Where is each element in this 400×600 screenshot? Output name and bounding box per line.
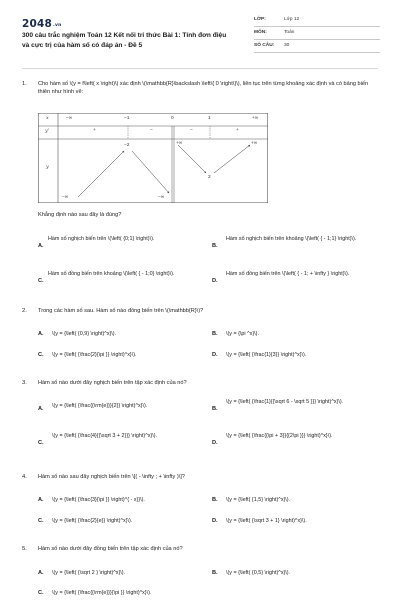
option-c[interactable] [38,352,203,362]
option-text: \(y = {\left( {0,9} \right)^x}\). [52,331,117,337]
option-a[interactable] [38,570,203,580]
question-stem: Hàm số nào dưới đây đồng biến trên tập xác định của nó? [38,546,183,552]
option-c[interactable] [38,518,203,528]
option-letter: C. [38,518,44,524]
option-letter: D. [212,518,218,524]
meta-row-count [254,40,380,53]
option-text: \(y = {\left( {\frac{4}{{\sqrt 3 + 2}}} \right)^x}\). [52,433,158,439]
option-d[interactable] [212,518,380,528]
meta-row-class [254,14,380,27]
option-b[interactable] [212,236,380,258]
question-number: 2. [22,308,27,314]
option-c[interactable] [38,590,203,600]
option-text: \(y = {\left( {\frac{{\rm{e}}}{2}} \right)^x}\). [52,403,148,409]
vt-y-value: −∞ [62,195,69,200]
variation-table [38,113,268,203]
question-4 [22,474,378,484]
question-number: 5. [22,546,27,552]
option-d[interactable] [212,271,380,293]
option-letter: C. [38,590,44,596]
meta-label: LỚP: [254,16,266,22]
question-number: 3. [22,380,27,386]
option-letter: B. [212,570,218,576]
option-a[interactable] [38,236,203,258]
option-letter: A. [38,331,44,337]
vt-sign: + [236,128,239,133]
option-letter: A. [38,497,44,503]
question-stem: Cho hàm số \(y = f\left( x \right)\) xác định \(\mathbb{R}\backslash \left\{ 0 \right\}\), liên tục trên từng khoảng xác định và có bảng biến thiên như hình vẽ: [38,81,369,95]
option-text: \(y = {\pi ^x}\). [226,331,259,337]
option-d[interactable] [212,352,380,362]
option-letter: B. [212,243,218,250]
question-stem: Hàm số nào sau đây nghịch biến trên \[( - \infty ; + \infty )\]? [38,474,185,480]
meta-box [254,14,380,53]
vt-y-value: +∞ [251,141,258,146]
header-divider [22,68,378,69]
option-letter: B. [212,497,218,503]
vt-x-value: 1 [208,116,211,121]
option-d[interactable] [212,433,380,455]
vt-row-label-y: y [46,165,49,170]
meta-value: 30 [284,42,290,48]
question-number: 4. [22,474,27,480]
option-text: Hàm số nghịch biến trên khoảng \(\left( { - 1;1} \right)\). [226,236,357,242]
option-a[interactable] [38,331,203,341]
option-b[interactable] [212,331,380,341]
vt-x-value: +∞ [252,116,259,121]
option-letter: A. [38,243,44,250]
option-c[interactable] [38,271,203,293]
logo-suffix: .vn [53,23,62,28]
option-letter: D. [212,352,218,358]
vt-y-value: 2 [208,175,211,180]
option-b[interactable] [212,570,380,580]
option-letter: C. [38,352,44,358]
option-letter: D. [212,440,218,447]
option-text: \(y = {\left( {\frac{1}{{\sqrt 6 - \sqrt 5 }}} \right)^x}\). [226,399,344,405]
option-c[interactable] [38,433,203,455]
question-5 [22,546,378,556]
meta-row-subject [254,27,380,40]
option-b[interactable] [212,497,380,507]
option-b[interactable] [212,399,380,421]
option-text: \(y = {\left( {\frac{{\rm{e}}}{\pi }} \right)^x}\). [52,590,152,596]
question-stem: Trong các hàm số sau. Hàm số nào đồng biến trên \(\mathbb{R}\)? [38,308,204,314]
question-stem: Hàm số nào dưới đây nghịch biến trên tập xác định của nó? [38,380,187,386]
option-text: Hàm số đồng biến trên \(\left( { - 1; + \infty } \right)\). [226,271,350,277]
option-letter: C. [38,440,44,447]
meta-label: SỐ CÂU: [254,42,275,48]
question-2 [22,308,378,318]
vt-sign: − [190,128,193,133]
option-letter: A. [38,570,44,576]
meta-value: Toán [284,29,295,35]
vt-row-label-x: x [46,116,49,121]
option-letter: C. [38,278,44,285]
option-text: \(y = {\left( {\frac{{\pi + 3}}{{2\pi }}} \right)^x}\). [226,433,333,439]
option-text: \(y = {\left( {\frac{2}{e}} \right)^x}\). [52,518,133,524]
option-text: \(y = {\left( {1,5} \right)^x}\). [226,497,291,503]
meta-label: MÔN: [254,29,267,35]
option-text: \(y = {\left( {0,5} \right)^x}\). [226,570,291,576]
vt-sign: − [150,128,153,133]
option-a[interactable] [38,403,203,417]
vt-x-value: −1 [124,116,130,121]
question-3 [22,380,378,390]
question-prompt: Khẳng định nào sau đây là đúng? [38,212,122,218]
vt-y-value: −∞ [158,195,165,200]
option-letter: A. [38,406,44,413]
meta-value: Lớp 12 [284,16,300,22]
option-text: \(y = {\left( {\sqrt 3 + 1} \right)^x}\). [226,518,307,524]
vt-row-label-yprime: y' [45,129,50,134]
vt-y-value: +∞ [176,141,183,146]
option-text: \(y = {\left( {\frac{3}{\pi }} \right)^{ - x}}\). [52,497,145,503]
option-a[interactable] [38,497,203,507]
option-text: \(y = {\left( {\frac{2}{\pi }} \right)^x}\). [52,352,137,358]
option-text: \(y = {\left( {\frac{1}{3}} \right)^x}\). [226,352,307,358]
vt-y-value: −2 [124,143,130,148]
logo-text: 2048 [22,18,53,30]
option-letter: B. [212,406,218,413]
option-letter: B. [212,331,218,337]
option-text: \(y = {\left( {\sqrt 2 } \right)^x}\). [52,570,126,576]
variation-table-grid [38,113,268,203]
option-letter: D. [212,278,218,285]
option-text: Hàm số nghịch biến trên \(\left( {0;1} \right)\). [48,236,155,242]
document-title: 300 câu trắc nghiệm Toán 12 Kết nối tri thức Bài 1: Tính đơn điệu và cực trị của hàm số có đáp án - Đề 5 [22,32,227,49]
option-text: Hàm số đồng biến trên khoảng \(\left( { - 1;0} \right)\). [48,271,175,277]
question-number: 1. [22,81,27,87]
vt-x-value: −∞ [66,116,73,121]
site-logo[interactable] [22,17,61,31]
vt-sign: + [93,128,96,133]
vt-x-value: 0 [171,116,174,121]
